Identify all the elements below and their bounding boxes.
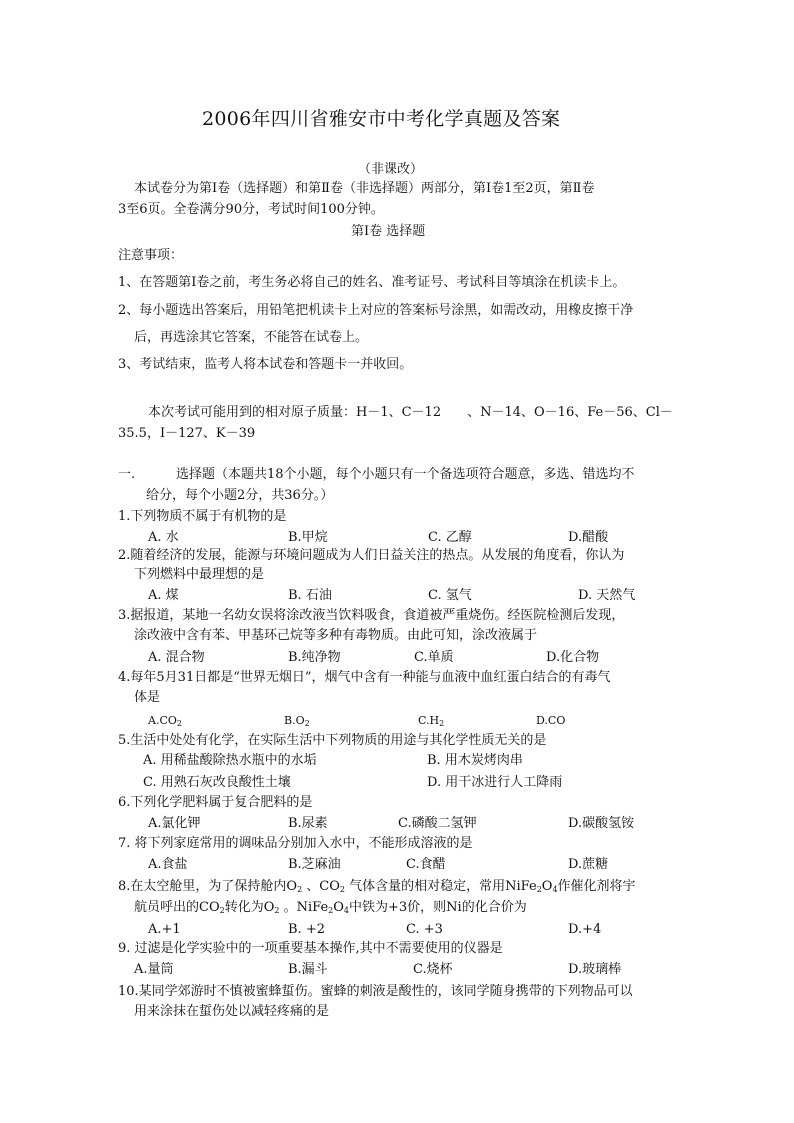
question-10-stem-line-2: 用来涂抹在蜇伤处以减轻疼痛的是 <box>134 1004 330 1019</box>
note-1: 1、在答题第Ⅰ卷之前，考生务必将自己的姓名、准考证号、考试科目等填涂在机读卡上。 <box>118 275 626 290</box>
atomic-mass-line-1: 本次考试可能用到的相对原子质量：H－1、C－12 、N－14、O－16、Fe－56、Cl－ <box>148 405 673 420</box>
question-1-option-d: D.醋酸 <box>568 530 609 545</box>
question-4-option-d: D.CO <box>536 714 566 727</box>
question-10-stem-line-1: 10.某同学郊游时不慎被蜜蜂蜇伤。蜜蜂的刺液是酸性的，该同学随身携带的下列物品可以 <box>118 984 633 999</box>
question-3-option-b: B.纯净物 <box>288 650 341 665</box>
question-1-option-b: B.甲烷 <box>288 530 328 545</box>
question-7-option-a: A.食盐 <box>148 857 188 872</box>
question-4-stem-line-2: 体是 <box>134 690 161 705</box>
question-8-option-c: C. +3 <box>406 922 443 937</box>
question-2-stem-line-2: 下列燃料中最理想的是 <box>134 567 265 582</box>
page-title: 2006年四川省雅安市中考化学真题及答案 <box>202 108 561 130</box>
question-5-option-d: D. 用干冰进行人工降雨 <box>427 775 563 790</box>
question-1-stem: 1.下列物质不属于有机物的是 <box>118 509 287 524</box>
question-6-stem: 6.下列化学肥料属于复合肥料的是 <box>118 795 313 810</box>
question-7-option-c: C.食醋 <box>406 857 446 872</box>
question-9-option-b: B.漏斗 <box>288 962 328 977</box>
question-2-option-b: B. 石油 <box>288 588 332 603</box>
question-9-option-a: A.量筒 <box>134 962 174 977</box>
question-5-option-b: B. 用木炭烤肉串 <box>427 753 523 768</box>
part-instructions-line-1: 选择题（本题共18个小题，每个小题只有一个备选项符合题意，多选、错选均不 <box>176 467 635 482</box>
question-6-option-a: A.氯化钾 <box>148 816 201 831</box>
question-7-stem: 7. 将下列家庭常用的调味品分别加入水中，不能形成溶液的是 <box>118 836 473 851</box>
question-2-option-c: C. 氢气 <box>428 588 472 603</box>
question-8-stem-line-2: 航员呼出的$CO_2$转化为$O_2$ 。$NiFe_2O_4$中铁为+3价，则Ni的化合价为 <box>134 900 527 915</box>
question-8-option-b: B. +2 <box>288 922 325 937</box>
question-4-option-c: $C.H_2$ <box>418 714 445 728</box>
notes-heading: 注意事项： <box>118 248 184 263</box>
intro-line-2: 3至6页。全卷满分90分，考试时间100分钟。 <box>118 202 384 217</box>
question-5-option-c: C. 用熟石灰改良酸性土壤 <box>143 775 291 790</box>
question-1-option-c: C. 乙醇 <box>428 530 472 545</box>
question-8-stem-line-1: 8.在太空舱里，为了保持舱内$O_2$ 、$CO_2$ 气体含量的相对稳定，常用$NiFe_2O_4$作催化剂将宇 <box>118 879 636 894</box>
question-6-option-d: D.碳酸氢铵 <box>568 816 635 831</box>
note-2-line-1: 2、每小题选出答案后，用铅笔把机读卡上对应的答案标号涂黑，如需改动，用橡皮擦干净 <box>118 303 634 318</box>
question-5-stem: 5.生活中处处有化学，在实际生活中下列物质的用途与其化学性质无关的是 <box>118 733 547 748</box>
intro-line-1: 本试卷分为第Ⅰ卷（选择题）和第Ⅱ卷（非选择题）两部分，第Ⅰ卷1至2页，第Ⅱ卷 <box>134 181 595 196</box>
question-4-option-a: $A.CO_2$ <box>148 714 182 728</box>
note-3: 3、考试结束，监考人将本试卷和答题卡一并收回。 <box>118 357 413 372</box>
question-9-option-d: D.玻璃棒 <box>568 962 622 977</box>
part-number: 一. <box>118 467 136 482</box>
question-2-option-d: D. 天然气 <box>578 588 636 603</box>
question-2-stem-line-1: 2.随着经济的发展，能源与环境问题成为人们日益关注的热点。从发展的角度看，你认为 <box>118 548 625 563</box>
question-7-option-d: D.蔗糖 <box>568 857 609 872</box>
question-4-option-b: $B.O_2$ <box>284 714 310 728</box>
atomic-mass-line-2: 35.5，I－127、K－39 <box>118 426 256 441</box>
subtitle: （非课改） <box>358 162 424 177</box>
question-2-option-a: A. 煤 <box>148 588 179 603</box>
question-8-option-a: A.+1 <box>148 922 181 937</box>
part-instructions-line-2: 给分，每个小题2分，共36分。） <box>146 488 334 503</box>
question-3-stem-line-2: 涂改液中含有苯、甲基环己烷等多种有毒物质。由此可知，涂改液属于 <box>134 628 538 643</box>
question-3-option-c: C.单质 <box>414 650 454 665</box>
question-3-option-a: A. 混合物 <box>148 650 205 665</box>
question-6-option-c: C.磷酸二氢钾 <box>398 816 477 831</box>
question-6-option-b: B.尿素 <box>288 816 328 831</box>
question-4-stem-line-1: 4.每年5月31日都是“世界无烟日”，烟气中含有一种能与血液中血红蛋白结合的有毒气 <box>118 670 611 685</box>
section-title: 第Ⅰ卷 选择题 <box>351 224 426 239</box>
question-7-option-b: B.芝麻油 <box>288 857 341 872</box>
question-1-option-a: A. 水 <box>148 530 179 545</box>
question-9-option-c: C.烧杯 <box>413 962 453 977</box>
question-8-option-d: D.+4 <box>568 922 602 937</box>
question-3-option-d: D.化合物 <box>546 650 600 665</box>
question-5-option-a: A. 用稀盐酸除热水瓶中的水垢 <box>143 753 317 768</box>
question-9-stem: 9. 过滤是化学实验中的一项重要基本操作,其中不需要使用的仪器是 <box>118 941 503 956</box>
question-3-stem-line-1: 3.据报道，某地一名幼女误将涂改液当饮料吸食，食道被严重烧伤。经医院检测后发现， <box>118 608 625 623</box>
note-2-line-2: 后，再选涂其它答案，不能答在试卷上。 <box>134 330 369 345</box>
